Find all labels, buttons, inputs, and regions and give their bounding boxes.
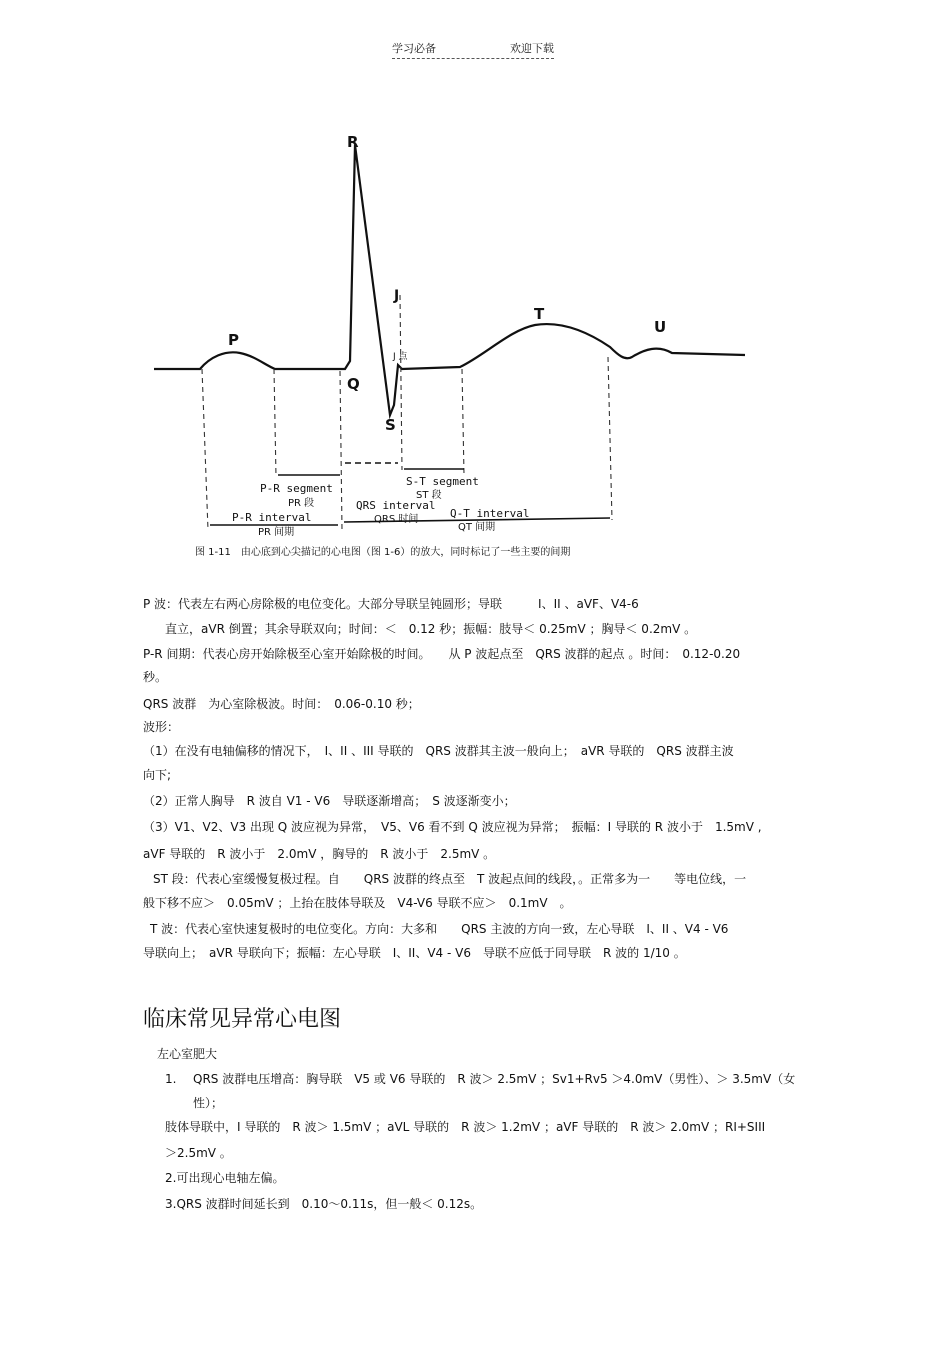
ecg-diagram [140,125,765,560]
section-subtitle: 左心室肥大 [157,1047,218,1061]
label-pr-segment-cn: PR 段 [288,498,315,509]
label-pr-interval: P-R interval [232,511,312,524]
para-waveform-3a: （3）V1、V2、V3 出现 Q 波应视为异常， V5、V6 看不到 Q 波应视为异常； 振幅：I 导联的 R 波小于 1.5mV , [143,820,762,834]
label-j-point: J 点 [393,352,408,362]
label-pr-segment: P-R segment [260,482,333,495]
para-st-1: ST 段：代表心室缓慢复极过程。自 QRS 波群的终点至 T 波起点间的线段，。正常多为一 等电位线，一 [153,872,747,886]
label-st-segment-cn: ST 段 [416,490,442,501]
para-t-wave-1: T 波：代表心室快速复极时的电位变化。方向：大多和 QRS 主波的方向一致，左心导联 I、II 、V4 - V6 [150,922,729,936]
figure-caption: 图 1-11 由心底到心尖描记的心电图（图 1-6）的放大，同时标记了一些主要的间期 [195,547,571,558]
label-qt-interval: Q-T interval [450,507,530,520]
list-item-1c: ＞2.5mV 。 [165,1146,232,1160]
page-header [392,38,554,59]
para-p-wave-1: P 波：代表左右两心房除极的电位变化。大部分导联呈钝圆形；导联 I、II 、aVF、V4-6 [143,597,639,611]
para-waveform-3b: aVF 导联的 R 波小于 2.0mV ，胸导的 R 波小于 2.5mV 。 [143,847,496,861]
label-q: Q [347,375,360,393]
ecg-figure [140,125,765,560]
para-waveform-1a: （1）在没有电轴偏移的情况下， I、II 、III 导联的 QRS 波群其主波一般向上； aVR 导联的 QRS 波群主波 [143,744,734,758]
para-waveform: 波形： [143,720,180,734]
section-title: 临床常见异常心电图 [143,1007,342,1032]
list-item-2: 2.可出现心电轴左偏。 [165,1171,285,1185]
para-waveform-1b: 向下; [143,768,172,782]
label-qrs-interval-cn: QRS 时间 [374,514,419,525]
para-p-wave-2: 直立，aVR 倒置；其余导联双向；时间：＜ 0.12 秒；振幅：肢导＜ 0.25mV ；胸导＜ 0.2mV 。 [165,622,697,636]
list-item-1-number: 1. [165,1072,177,1086]
para-pr-interval-2: 秒。 [143,670,168,684]
label-qt-interval-cn: QT 间期 [458,522,496,533]
label-qrs-interval: QRS interval [356,499,436,512]
label-p: P [228,331,239,349]
para-qrs: QRS 波群 为心室除极波。时间： 0.06-0.10 秒； [143,697,420,711]
header-left-text: 学习必备 [392,42,436,55]
list-item-3: 3.QRS 波群时间延长到 0.10～0.11s，但一般＜ 0.12s。 [165,1197,483,1211]
para-waveform-2: （2）正常人胸导 R 波自 V1 - V6 导联逐渐增高； S 波逐渐变小； [143,794,516,808]
para-t-wave-2: 导联向上； aVR 导联向下；振幅：左心导联 I、II、V4 - V6 导联不应低于同导联 R 波的 1/10 。 [143,946,686,960]
header-right-text: 欢迎下载 [510,42,554,55]
label-u: U [654,318,667,336]
label-r: R [347,133,359,151]
label-t: T [534,305,545,323]
label-j: J [394,288,400,304]
para-pr-interval-1: P-R 间期：代表心房开始除极至心室开始除极的时间。 从 P 波起点至 QRS 波群的起点 。时间： 0.12-0.20 [143,647,741,661]
label-pr-interval-cn: PR 间期 [258,527,295,538]
label-s: S [385,416,396,434]
list-item-1: QRS 波群电压增高：胸导联 V5 或 V6 导联的 R 波＞ 2.5mV ；Sv1+Rv5 ＞4.0mV（男性）、＞ 3.5mV（女性）； [193,1072,796,1110]
label-st-segment: S-T segment [406,475,479,488]
para-st-2: 般下移不应＞ 0.05mV ；上抬在肢体导联及 V4-V6 导联不应＞ 0.1mV 。 [143,896,572,910]
list-item-1b: 肢体导联中，I 导联的 R 波＞ 1.5mV ；aVL 导联的 R 波＞ 1.2mV ；aVF 导联的 R 波＞ 2.0mV ；RI+SIII [165,1120,766,1134]
